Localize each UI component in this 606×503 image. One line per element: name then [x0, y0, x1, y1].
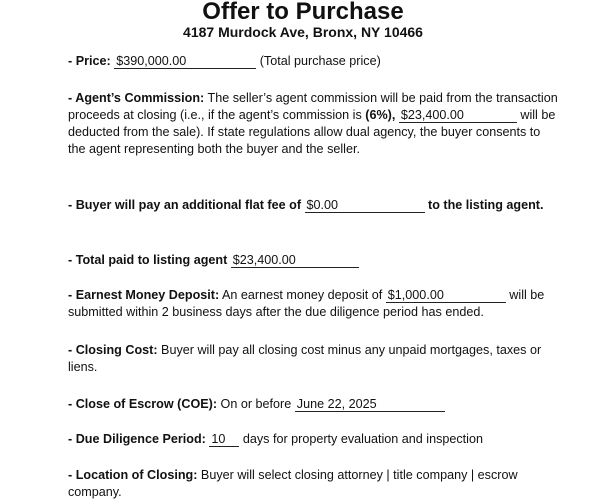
closing-cost-label: - Closing Cost: [68, 343, 158, 357]
total-paid-field[interactable]: $23,400.00 [231, 253, 359, 268]
commission-text-1: The seller’s agent commission will be paid from the transaction proceeds at closing (i.e., if the agent’s commission is [68, 91, 558, 122]
due-diligence-label: - Due Diligence Period: [68, 432, 206, 446]
coe-text: On or before [220, 397, 292, 411]
closing-cost-text: Buyer will pay all closing cost minus any unpaid mortgages, taxes or liens. [68, 343, 542, 374]
due-diligence-clause [68, 431, 560, 448]
coe-clause [68, 396, 560, 413]
document-title: Offer to Purchase [202, 0, 404, 25]
flat-fee-clause [68, 197, 560, 214]
price-label: - Price: [68, 54, 111, 68]
commission-text-2: will be deducted from the sale). If state regulations allow dual agency, the buyer consents to the agent representing both the buyer and the seller. [68, 108, 556, 156]
property-address: 4187 Murdock Ave, Bronx, NY 10466 [183, 24, 423, 40]
total-paid-label: - Total paid to listing agent [68, 253, 228, 267]
closing-cost-clause [68, 342, 560, 376]
flat-fee-field[interactable]: $0.00 [305, 198, 425, 213]
location-label: - Location of Closing: [68, 468, 198, 482]
earnest-clause [68, 287, 560, 321]
coe-label: - Close of Escrow (COE): [68, 397, 218, 411]
total-paid-clause [68, 252, 560, 269]
earnest-text-1: An earnest money deposit of [221, 288, 383, 302]
location-text: Buyer will select closing attorney | title company | escrow company. [68, 468, 518, 499]
commission-percent: (6%), [365, 108, 396, 122]
commission-label: - Agent’s Commission: [68, 91, 205, 105]
due-diligence-text: days for property evaluation and inspection [242, 432, 483, 446]
due-diligence-days-field[interactable]: 10 [209, 432, 239, 447]
earnest-text-2: will be submitted within 2 business days after the due diligence period has ended. [68, 288, 545, 319]
earnest-label: - Earnest Money Deposit: [68, 288, 220, 302]
flat-fee-label: - Buyer will pay an additional flat fee of [68, 198, 302, 212]
price-suffix: (Total purchase price) [259, 54, 381, 68]
coe-date-field[interactable]: June 22, 2025 [295, 397, 445, 412]
location-clause [68, 467, 560, 501]
commission-clause [68, 90, 560, 158]
flat-fee-suffix: to the listing agent. [428, 198, 544, 212]
commission-amount-field[interactable]: $23,400.00 [399, 108, 517, 123]
price-clause [68, 53, 560, 70]
price-field[interactable]: $390,000.00 [114, 54, 256, 69]
earnest-field[interactable]: $1,000.00 [386, 288, 506, 303]
